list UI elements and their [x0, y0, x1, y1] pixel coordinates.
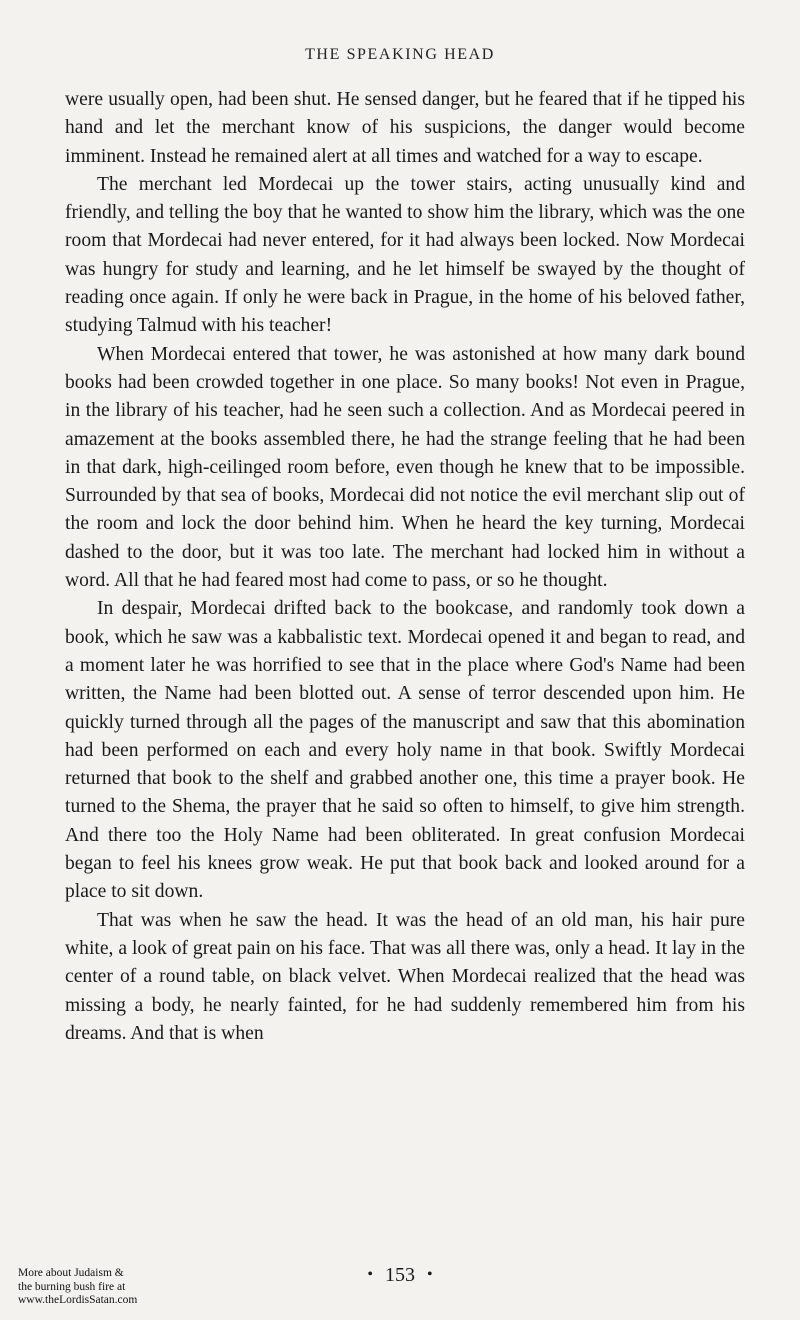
paragraph: That was when he saw the head. It was the head of an old man, his hair pure white, a look of great pain on his face. That was all there was, only a head. It lay in the center of a round table, on black velvet. When Mordecai realized that the head was missing a body, he nearly fainted, for he had suddenly remembered him from his dreams. And that is when [65, 909, 745, 1044]
footer-note-line: More about Judaism & [18, 1267, 124, 1279]
running-head: THE SPEAKING HEAD [305, 46, 495, 63]
page-number-text: 153 [385, 1264, 415, 1286]
paragraph: In despair, Mordecai drifted back to the bookcase, and randomly took down a book, which he saw was a kabbalistic text. Mordecai opened it and began to read, and a moment later he was horrified to see that in the place where God's Name had been written, the Name had been blotted out. A sense of terror descended upon him. He quickly turned through all the pages of the manuscript and saw that this abomination had been performed on each and every holy name in that book. Swiftly Mordecai returned that book to the shelf and grabbed another one, this time a prayer book. He turned to the Shema, the prayer that he said so often to himself, to give him strength. And there too the Holy Name had been obliterated. In great confusion Mordecai began to feel his knees grow weak. He put that book back and looked around for a place to sit down. [65, 598, 745, 903]
paragraph: were usually open, had been shut. He sensed danger, but he feared that if he tipped his hand and let the merchant know of his suspicions, the danger would become imminent. Instead he remained alert at all times and watched for a way to escape. [65, 89, 745, 167]
footer-note-link[interactable]: www.theLordisSatan.com [18, 1294, 138, 1306]
body-text [65, 86, 745, 1048]
bullet-icon: • [367, 1266, 373, 1283]
footer-note-line: the burning bush fire at [18, 1280, 126, 1293]
footer-note [18, 1267, 137, 1308]
paragraph: When Mordecai entered that tower, he was astonished at how many dark bound books had been crowded together in one place. So many books! Not even in Prague, in the library of his teacher, had he seen such a collection. And as Mordecai peered in amazement at the books assembled there, he had the strange feeling that he had been in that dark, high-ceilinged room before, even though he knew that to be impossible. Surrounded by that sea of books, Mordecai did not notice the evil merchant slip out of the room and lock the door behind him. When he heard the key turning, Mordecai dashed to the door, but it was too late. The merchant had locked him in without a word. All that he had feared most had come to pass, or so he thought. [65, 343, 745, 592]
bullet-icon: • [427, 1266, 433, 1283]
paragraph: The merchant led Mordecai up the tower stairs, acting unusually kind and friendly, and telling the boy that he wanted to show him the library, which was the one room that Mordecai had never entered, for it had always been locked. Now Mordecai was hungry for study and learning, and he let himself be swayed by the thought of reading once again. If only he were back in Prague, in the home of his beloved father, studying Talmud with his teacher! [65, 173, 745, 337]
